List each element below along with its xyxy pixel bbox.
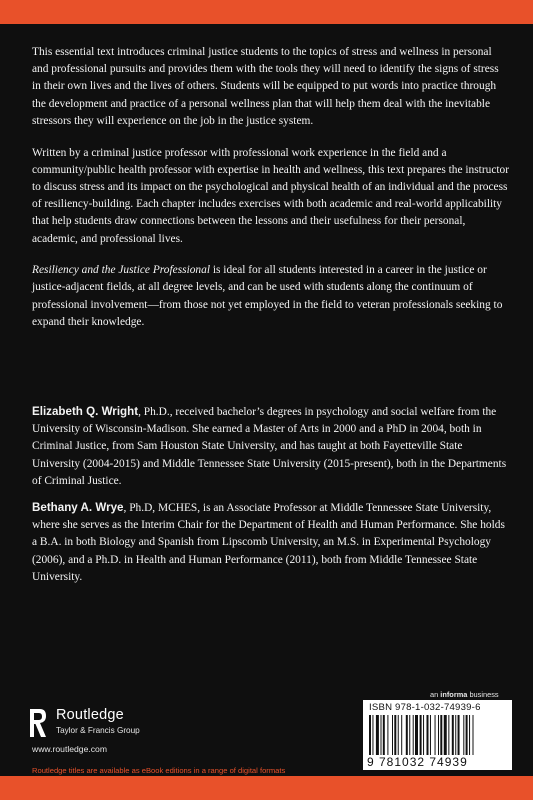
barcode-bar <box>469 715 470 755</box>
ebook-note: Routledge titles are available as eBook editions in a range of digital formats <box>32 766 286 775</box>
barcode-bar <box>473 715 474 755</box>
barcode-bar <box>406 715 408 755</box>
barcode-bar <box>435 715 436 755</box>
publisher-website: www.routledge.com <box>32 744 107 754</box>
barcode-number: 9 781032 74939 <box>367 755 468 769</box>
publisher-name: Routledge <box>56 707 124 723</box>
author-bio-text-2: , Ph.D, MCHES, is an Associate Professor at Middle Tennessee State University, where she serves as the Interim Chair for the Department of Health and Human Performance. She holds a B.A. in both Biology and Spanish from Lipscomb University, an M.S. in Experimental Psychology (2006), and a Ph.D. in Health and Human Performance (2011), both from Middle Tennessee State University. <box>32 502 505 583</box>
author-bio-2 <box>32 499 510 586</box>
barcode-bar <box>427 715 429 755</box>
description-paragraph-3-text: is ideal for all students interested in a career in the justice or justice-adjacent fields, at all degree levels, and can be used with students along the continuum of professional involvement—from those not yet employed in the field to veteran professionals seeking to expand their knowledge. <box>32 264 503 328</box>
barcode-bar <box>420 715 422 755</box>
barcode-bar <box>430 715 431 755</box>
barcode-bar <box>381 715 382 755</box>
barcode-bar <box>392 715 393 755</box>
informa-prefix: an <box>430 690 441 699</box>
author-bios <box>32 403 510 595</box>
barcode-bar <box>463 715 464 755</box>
description-paragraph-1: This essential text introduces criminal justice students to the topics of stress and wellness in personal and professional pursuits and provides them with the tools they will need to identify the signs of stress in their own lives and the lives of others. Students will be equipped to put words into practice through the development and practice of a personal wellness plan that will help them deal with the inevitable stressors they will experience on the job in the justice system. <box>32 46 499 127</box>
isbn-barcode-box <box>363 700 512 770</box>
barcode-bar <box>440 715 442 755</box>
routledge-logo-icon <box>28 707 48 739</box>
barcode-bar <box>448 715 449 755</box>
routledge-logo <box>28 707 228 747</box>
barcode-bar <box>423 715 424 755</box>
author-name-1: Elizabeth Q. Wright <box>32 405 139 418</box>
barcode-bar <box>398 715 399 755</box>
barcode-bar <box>438 715 439 755</box>
informa-bold: informa <box>440 690 468 699</box>
description-paragraph-2: Written by a criminal justice professor with professional work experience in the field and a community/public health professor with expertise in health and wellness, this text prepares the instructor to discuss stress and its impact on the psychological and physical health of an individual and the process of resiliency-building. Each chapter includes exercises with both academic and real-world applicability that help students draw connections between the lessons and their usefulness for their personal, academic, and professional lives. <box>32 146 510 245</box>
author-name-2: Bethany A. Wrye <box>32 501 124 515</box>
barcode-bar <box>444 715 447 755</box>
description-paragraph-3 <box>32 262 510 331</box>
barcode-bar <box>401 715 402 755</box>
barcode-bar <box>372 715 373 755</box>
barcode-bar <box>455 715 456 755</box>
publisher-group: Taylor & Francis Group <box>56 726 140 735</box>
informa-business-line <box>430 690 499 699</box>
isbn-label: ISBN 978-1-032-74939-6 <box>369 702 481 713</box>
barcode-bar <box>394 715 396 755</box>
bottom-accent-bar <box>0 776 533 800</box>
barcode-bar <box>452 715 454 755</box>
barcode-bar <box>415 715 418 755</box>
barcode-bar <box>376 715 379 755</box>
barcode-bar <box>458 715 460 755</box>
barcode-bar <box>387 715 388 755</box>
barcode-bar <box>409 715 410 755</box>
barcode-bar <box>466 715 468 755</box>
description <box>32 44 510 346</box>
author-bio-text-1: , Ph.D., received bachelor’s degrees in psychology and social welfare from the University of Wisconsin-Madison. She earned a Master of Arts in 2000 and a PhD in 2004, both in Criminal Justice, from Sam Houston State University, and has taught at both Fayetteville State University (2004-2015) and Middle Tennessee State University (2015-present), both in the Departments of Criminal Justice. <box>32 406 507 487</box>
book-title-italic: Resiliency and the Justice Professional <box>32 264 210 277</box>
informa-suffix: business <box>467 690 499 699</box>
top-accent-bar <box>0 0 533 24</box>
barcode-bar <box>413 715 414 755</box>
barcode-bar <box>383 715 385 755</box>
author-bio-1 <box>32 403 510 490</box>
barcode-bar <box>369 715 371 755</box>
barcode <box>367 715 508 755</box>
